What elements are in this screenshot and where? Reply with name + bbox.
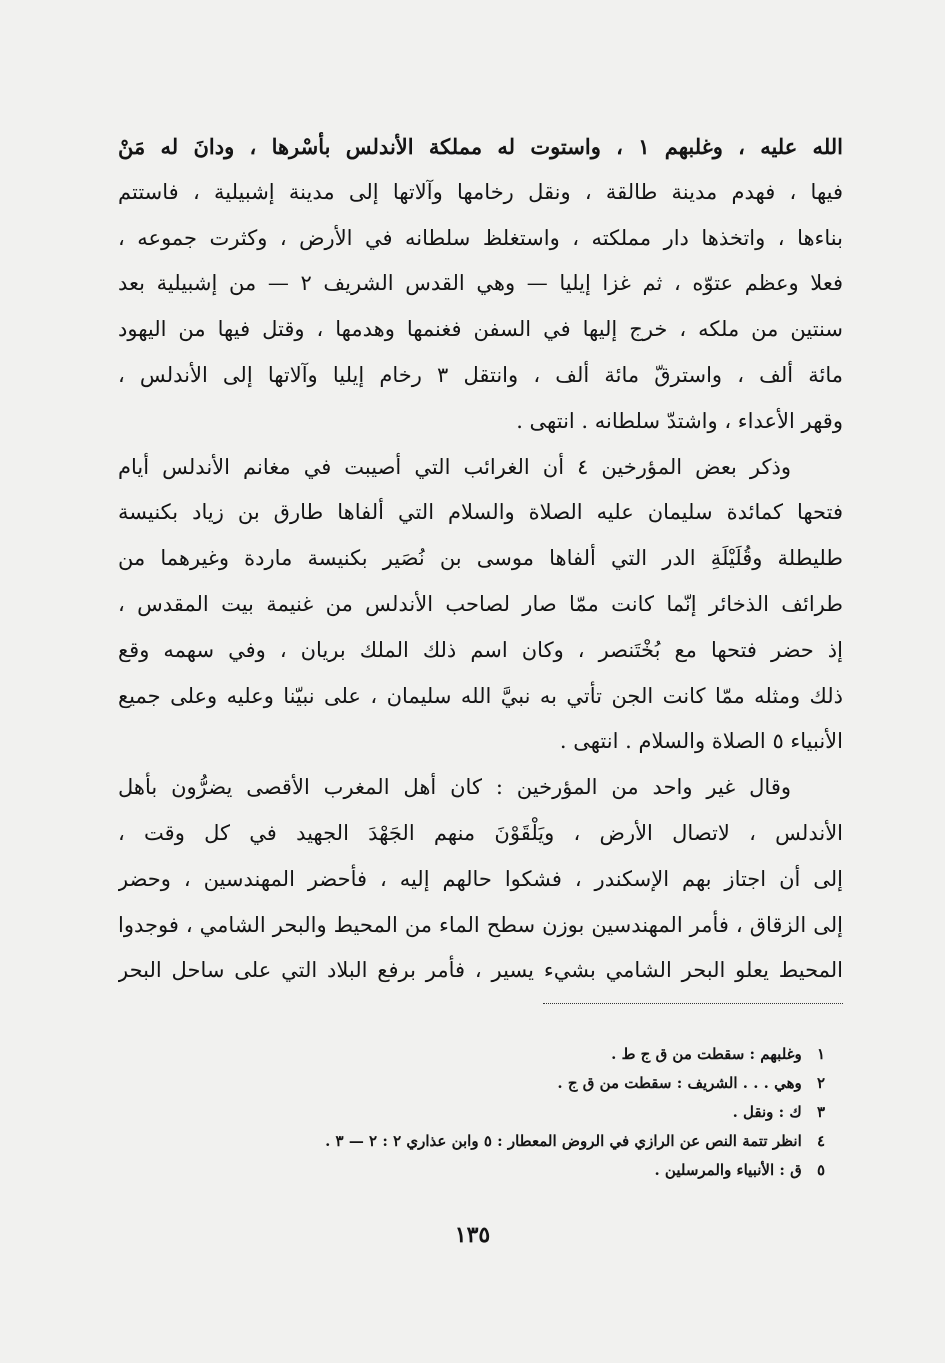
text-line: إلى أن اجتاز بهم الإسكندر ، فشكوا حالهم إليه ، فأحضر المهندسين ، وحضر (118, 866, 843, 891)
text-line: الله عليه ، وغلبهم ١ ، واستوت له مملكة الأندلس بأسْرها ، ودانَ له مَنْ (118, 134, 843, 159)
text-line: طليطلة وقُلَيْلَةِ الدر التي ألفاها موسى بن نُصَير بكنيسة ماردة وغيرهما من (118, 546, 843, 571)
paragraph-start-line: وذكر بعض المؤرخين ٤ أن الغرائب التي أصيبت في مغانم الأندلس أيام (118, 454, 791, 479)
main-text (118, 124, 843, 994)
text-line: فعلا وعظم عتوّه ، ثم غزا إيليا — وهي القدس الشريف ٢ — من إشبيلية بعد (118, 271, 843, 296)
footnote-number: ٢ (816, 1074, 825, 1092)
text-line: فيها ، فهدم مدينة طالقة ، ونقل رخامها وآلاتها إلى مدينة إشبيلية ، فاستتم (118, 179, 843, 204)
footnote (200, 1127, 825, 1156)
footnote (200, 1069, 825, 1098)
footnote-number: ٤ (816, 1132, 825, 1150)
text-line: مائة ألف ، واسترقّ مائة ألف ، وانتقل ٣ رخام إيليا وآلاتها إلى الأندلس ، (118, 362, 843, 387)
text-line: ذلك ومثله ممّا كانت الجن تأتي به نبيَّ الله سليمان ، على نبيّنا وعليه وعلى جميع (118, 683, 843, 708)
text-line: إلى الزقاق ، فأمر المهندسين بوزن سطح الماء من المحيط والبحر الشامي ، فوجدوا (118, 912, 843, 937)
footnote (200, 1098, 825, 1127)
footnotes (200, 1040, 825, 1185)
footnote-text: ك : ونقل . (732, 1103, 802, 1121)
text-line: فتحها كمائدة سليمان عليه الصلاة والسلام التي ألفاها طارق بن زياد بكنيسة (118, 500, 843, 525)
footnote (200, 1156, 825, 1185)
footnote-text: وهي . . . الشريف : سقطت من ق ج . (557, 1074, 802, 1092)
text-line: طرائف الذخائر إنّما كانت ممّا صار لصاحب الأندلس من غنيمة بيت المقدس ، (118, 591, 843, 616)
text-line: سنتين من ملكه ، خرج إليها في السفن فغنمها وهدمها ، وقتل فيها من اليهود (118, 317, 843, 342)
page-number: ١٣٥ (454, 1222, 491, 1248)
footnote (200, 1040, 825, 1069)
text-line: الأندلس ، لاتصال الأرض ، ويَلْقَوْنَ منهم الجَهْدَ الجهيد في كل وقت ، (118, 820, 843, 845)
text-line: الأنبياء ٥ الصلاة والسلام . انتهى . (559, 729, 843, 754)
text-line: وقهر الأعداء ، واشتدّ سلطانه . انتهى . (516, 408, 843, 433)
text-line: المحيط يعلو البحر الشامي بشيء يسير ، فأمر برفع البلاد التي على ساحل البحر (118, 958, 843, 983)
paragraph-start-line: وقال غير واحد من المؤرخين : كان أهل المغرب الأقصى يضرُّون بأهل (118, 775, 791, 800)
footnote-text: ق : الأنبياء والمرسلين . (654, 1161, 802, 1179)
footnote-text: انظر تتمة النص عن الرازي في الروض المعطار : ٥ وابن عذاري ٢ : ٢ — ٣ . (325, 1132, 802, 1150)
text-line: بناءها ، واتخذها دار مملكته ، واستغلظ سلطانه في الأرض ، وكثرت جموعه ، (118, 225, 843, 250)
text-line: إذ حضر فتحها مع بُخْتَنصر ، وكان اسم ذلك الملك بريان ، وفي سهمه وقع (118, 637, 843, 662)
footnote-number: ٥ (816, 1161, 825, 1179)
footnote-number: ١ (816, 1045, 825, 1063)
footnote-divider (543, 1003, 843, 1004)
footnote-number: ٣ (816, 1103, 825, 1121)
footnote-text: وغلبهم : سقطت من ق ج ط . (611, 1045, 802, 1063)
